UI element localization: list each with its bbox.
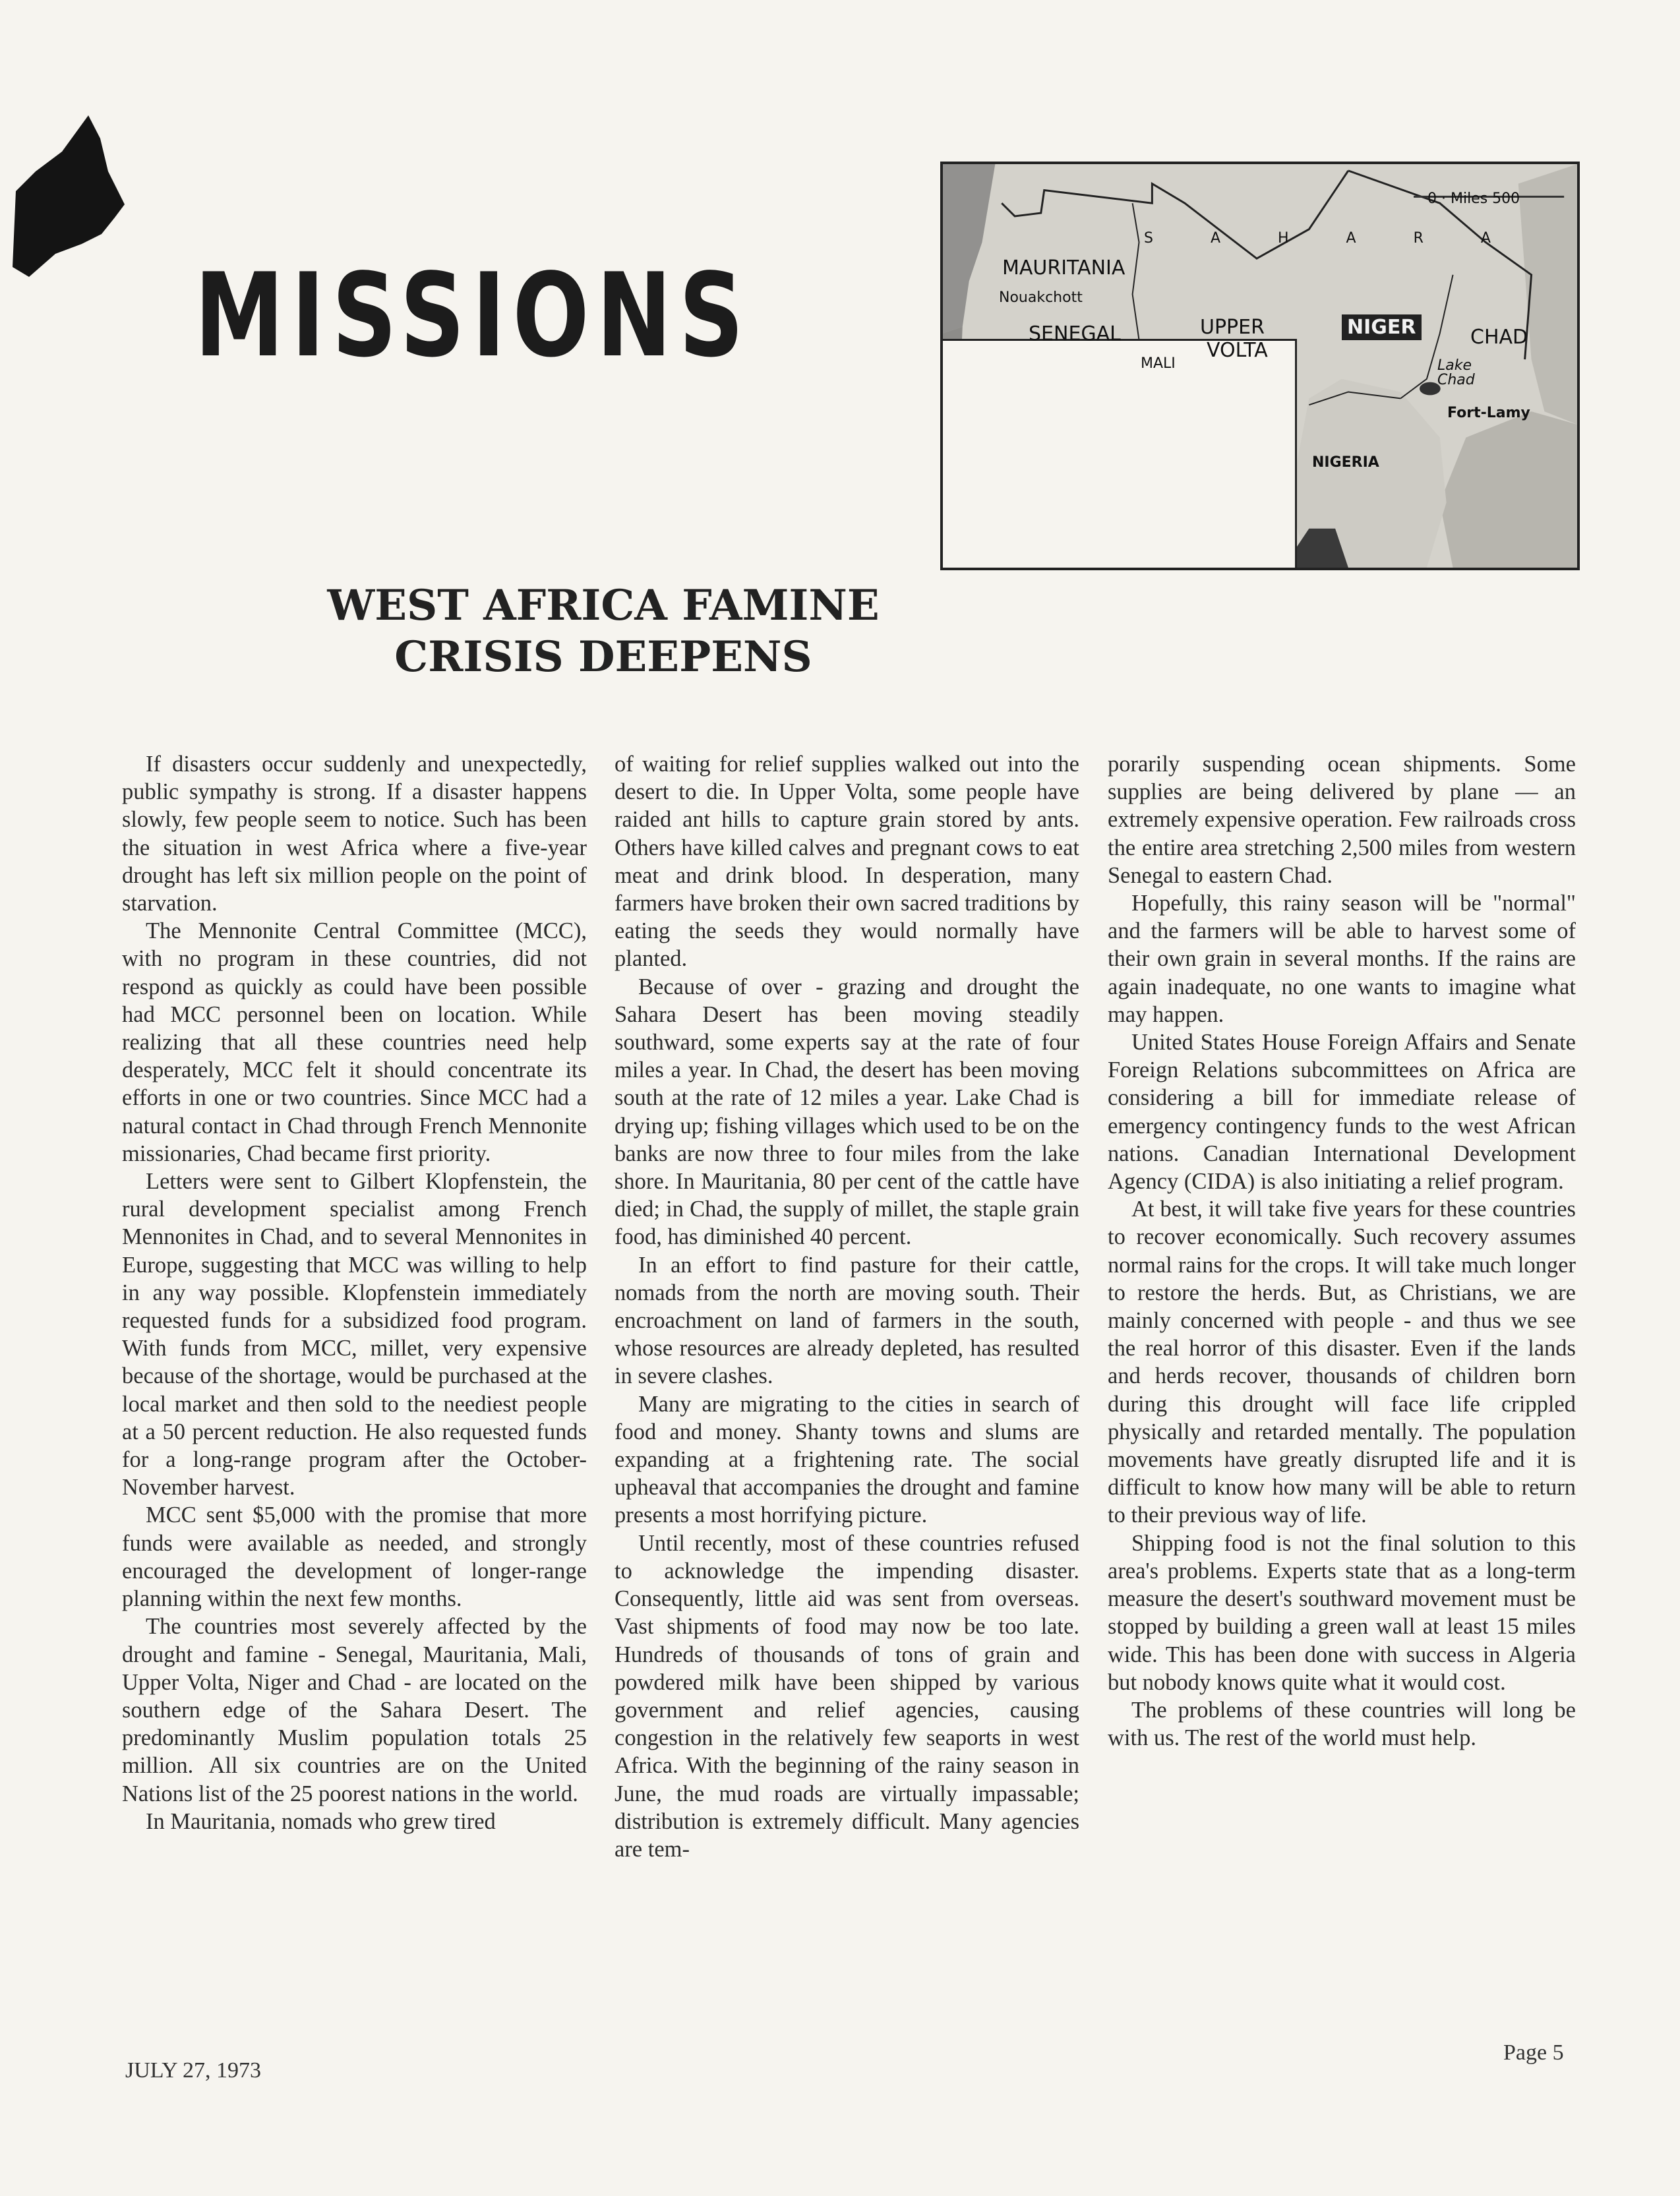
- map-label-mali: MALI: [1141, 355, 1176, 372]
- map-label-lake-chad: Lake Chad: [1437, 357, 1475, 388]
- paragraph: Because of over - grazing and drought the Sahara Desert has been moving steadily southward, some experts say at the rate of four miles a year. In Chad, the desert has been moving south at the rate of 12 miles a year. Lake Chad is drying up; fishing villages which used to be on the banks are now three to four miles from the lake shore. In Mauritania, 80 per cent of the cattle have died; in Chad, the supply of millet, the staple grain food, has diminished 40 percent.: [615, 974, 1079, 1250]
- west-africa-map: [940, 162, 1580, 570]
- paragraph: If disasters occur suddenly and unexpectedly, public sympathy is strong. If a disaster happens slowly, few people seem to notice. Such has been the situation in west Africa where a five-year drought has left six million people on the point of starvation.: [122, 752, 587, 916]
- paragraph: The countries most severely affected by the drought and famine - Senegal, Mauritania, Mali, Upper Volta, Niger and Chad - are located on the southern edge of the Sahara Desert. The predominantly Muslim population totals 25 million. All six countries are on the United Nations list of the 25 poorest nations in the world.: [122, 1614, 587, 1806]
- map-label-nouakchott: Nouakchott: [999, 289, 1083, 306]
- paragraph: MCC sent $5,000 with the promise that more funds were available as needed, and strongly encouraged the development of longer-range planning within the next few months.: [122, 1502, 587, 1612]
- article-column-1: [122, 750, 587, 2023]
- map-scale-label: 0 · Miles 500: [1427, 191, 1520, 207]
- map-label-niger: NIGER: [1342, 314, 1422, 340]
- article-column-2: [615, 750, 1079, 2023]
- paragraph: The problems of these countries will long be with us. The rest of the world must help.: [1108, 1697, 1576, 1751]
- paragraph: United States House Foreign Affairs and Senate Foreign Relations subcommittees on Africa are considering a bill for immediate release of emergency contingency funds to the west African nations. Canadian International Development Agency (CIDA) is also initiating a relief program.: [1108, 1030, 1576, 1195]
- paragraph: Until recently, most of these countries refused to acknowledge the impending disaster. Consequently, little aid was sent from overseas. Vast shipments of food may now be too late. Hundreds of thousands of tons of grain and powdered milk have been shipped by various government and relief agencies, causing congestion in the relatively few seaports in west Africa. With the beginning of the rainy season in June, the mud roads are virtually impassable; distribution is extremely difficult. Many agencies are tem-: [615, 1530, 1079, 1862]
- page-number: Page 5: [1503, 2040, 1564, 2065]
- map-label-mauritania: MAURITANIA: [1002, 256, 1125, 280]
- map-label-volta: VOLTA: [1207, 339, 1268, 362]
- ink-blot-decoration: [9, 112, 128, 283]
- footer-date: JULY 27, 1973: [125, 2058, 261, 2083]
- paragraph: porarily suspending ocean shipments. Some supplies are being delivered by plane — an extremely expensive operation. Few railroads cross the entire area stretching 2,500 miles from western Senegal to eastern Chad.: [1108, 752, 1576, 888]
- section-title: MISSIONS: [195, 249, 751, 383]
- map-label-chad: CHAD: [1470, 326, 1528, 349]
- paragraph: Many are migrating to the cities in search of food and money. Shanty towns and slums are expanding at a frightening rate. The social upheaval that accompanies the drought and famine presents a most horrifying picture.: [615, 1391, 1079, 1528]
- paragraph: of waiting for relief supplies walked out into the desert to die. In Upper Volta, some people have raided ant hills to capture grain stored by ants. Others have killed calves and pregnant cows to eat meat and drink blood. In desperation, many farmers have broken their own sacred traditions by eating the seeds they would normally have planted.: [615, 752, 1079, 972]
- map-label-nigeria: NIGERIA: [1312, 454, 1379, 471]
- map-label-upper: UPPER: [1200, 316, 1265, 339]
- headline-line-1: WEST AFRICA FAMINE: [327, 581, 880, 630]
- paragraph: At best, it will take five years for these countries to recover economically. Such recovery assumes normal rains for the crops. It will take much longer to restore the herds. But, as Christians, we are mainly concerned with people - and thus we see the real horror of this disaster. Even if the lands and herds recover, thousands of children born during this drought will face life crippled physically and retarded mentally. The population movements have greatly disrupted life and it is difficult to know how many will be able to return to their previous way of life.: [1108, 1197, 1576, 1528]
- paragraph: Hopefully, this rainy season will be "normal" and the farmers will be able to harvest some of their own grain in several months. If the rains are again inadequate, no one wants to imagine what may happen.: [1108, 891, 1576, 1027]
- headline-line-2: CRISIS DEEPENS: [394, 632, 812, 682]
- article-headline: [251, 580, 956, 683]
- map-label-fort-lamy: Fort-Lamy: [1447, 405, 1530, 421]
- paragraph: Shipping food is not the final solution to this area's problems. Experts state that as a long-term measure the desert's southward movement must be stopped by building a green wall at least 15 miles wide. This has been done with success in Algeria but nobody knows quite what it would cost.: [1108, 1530, 1576, 1695]
- map-label-senegal: SENEGAL: [1029, 322, 1121, 345]
- article-column-3: [1108, 750, 1576, 2023]
- paragraph: In an effort to find pasture for their cattle, nomads from the north are moving south. Their encroachment on land of farmers in the south, whose resources are already depleted, has resulted in severe clashes.: [615, 1252, 1079, 1389]
- paragraph: In Mauritania, nomads who grew tired: [146, 1808, 496, 1834]
- paragraph: The Mennonite Central Committee (MCC), with no program in these countries, did not respond as quickly as could have been possible had MCC personnel been on location. While realizing that all these countries need help desperately, MCC felt it should concentrate its efforts in one or two countries. Since MCC had a natural contact in Chad through French Mennonite missionaries, Chad became first priority.: [122, 918, 587, 1166]
- map-label-sahara: S A H A R A: [1144, 230, 1517, 247]
- paragraph: Letters were sent to Gilbert Klopfenstein, the rural development specialist among French Mennonites in Chad, and to several Mennonites in Europe, suggesting that MCC was willing to help in any way possible. Klopfenstein immediately requested funds for a subsidized food program. With funds from MCC, millet, very expensive because of the shortage, would be purchased at the local market and then sold to the neediest people at a 50 percent reduction. He also requested funds for a long-range program after the October-November harvest.: [122, 1169, 587, 1500]
